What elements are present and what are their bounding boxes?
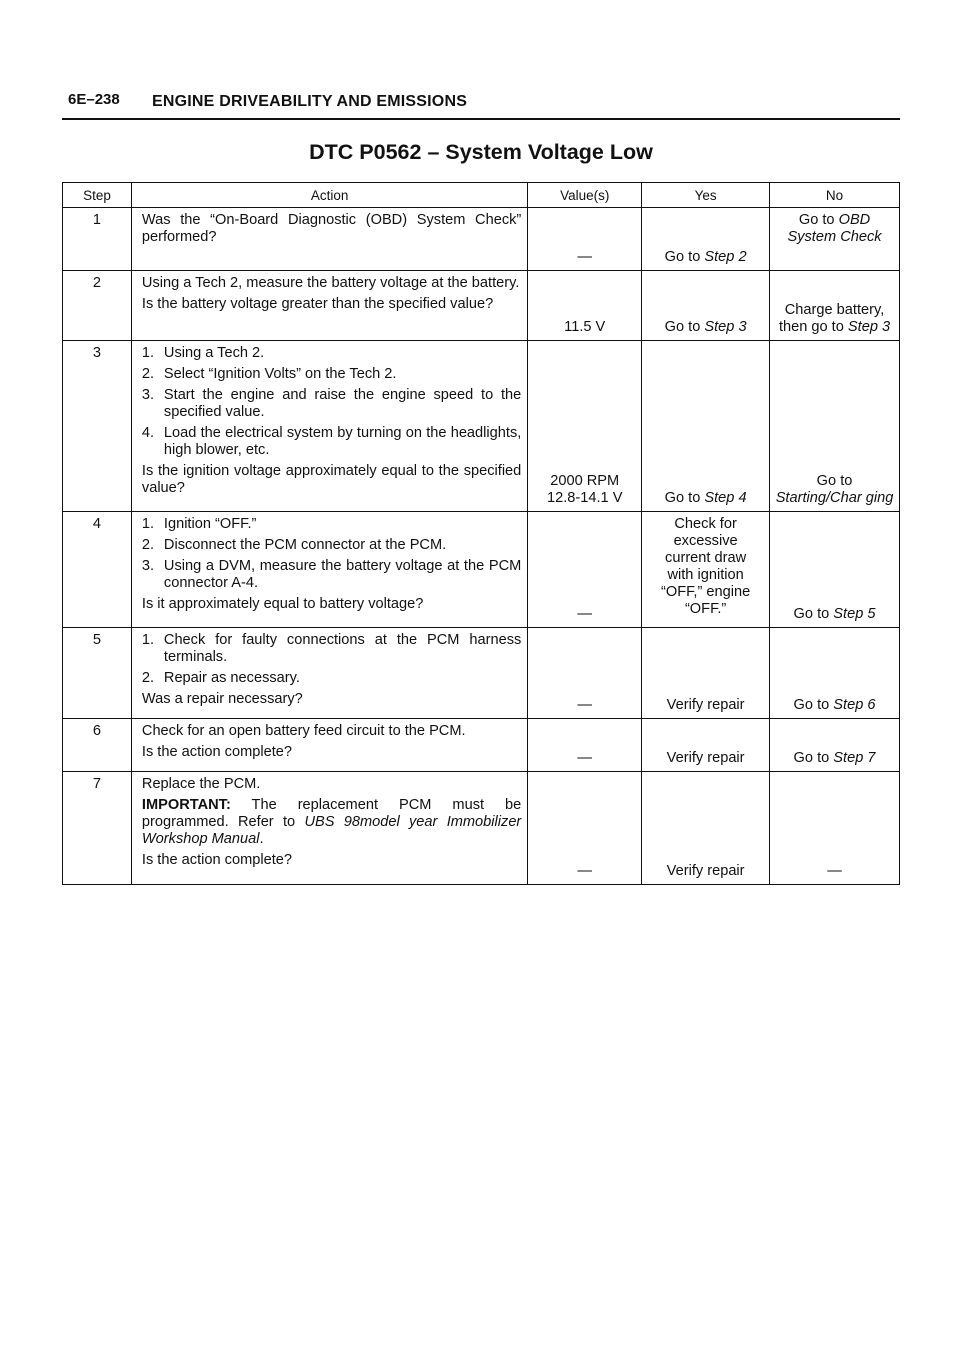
action-cell [131,271,527,341]
step-reference: Step 4 [704,490,747,506]
action-question: Was a repair necessary? [141,691,303,707]
table-row [63,208,900,271]
procedure-reference: OBD System Check [787,212,882,245]
table-row [63,512,900,628]
action-cell [131,719,527,772]
no-cell: — [770,772,900,885]
step-reference: Step 3 [704,319,747,335]
action-question: Is the action complete? [141,744,292,760]
section-title: ENGINE DRIVEABILITY AND EMISSIONS [152,93,468,110]
manual-reference: UBS 98model year Immobilizer Workshop Manual [141,814,522,847]
yes-cell: Go to Step 2 [642,208,770,271]
action-item: 3. Start the engine and raise the engine speed to the specified value. [141,387,522,420]
action-cell [131,772,527,885]
column-header-values: Value(s) [528,183,642,208]
step-number: 3 [63,341,132,512]
action-text: Replace the PCM. [141,776,261,792]
important-label: IMPORTANT: [141,797,231,813]
action-text: Check for an open battery feed circuit to the PCM. [141,723,466,739]
page-number: 6E–238 [68,91,120,108]
yes-cell: Check for excessive current draw with ignition “OFF,” engine “OFF.” [642,512,770,628]
table-row [63,341,900,512]
value-cell: 11.5 V [528,271,642,341]
step-number: 5 [63,628,132,719]
action-item: 4. Load the electrical system by turning on the headlights, high blower, etc. [141,425,522,458]
step-number: 4 [63,512,132,628]
step-reference: Step 2 [704,249,747,265]
step-reference: Step 7 [833,750,876,766]
no-cell: Charge battery, then go to Step 3 [770,271,900,341]
step-reference: Step 5 [833,606,876,622]
page-header [62,88,900,120]
column-header-step: Step [63,183,132,208]
step-reference: Step 6 [833,697,876,713]
action-item: 1. Check for faulty connections at the PCM harness terminals. [141,632,522,665]
action-item: 1. Ignition “OFF.” [141,516,257,532]
yes-cell: Verify repair [642,719,770,772]
action-cell [131,341,527,512]
value-cell: 2000 RPM 12.8-14.1 V [528,341,642,512]
step-reference: Step 3 [847,319,891,335]
step-number: 2 [63,271,132,341]
action-text: Using a Tech 2, measure the battery voltage at the battery. [141,275,520,291]
action-item: 1. Using a Tech 2. [141,345,265,361]
action-question: Is the battery voltage greater than the specified value? [141,296,494,312]
action-text: Was the “On-Board Diagnostic (OBD) System Check” performed? [141,212,522,245]
value-cell: — [528,772,642,885]
table-row [63,719,900,772]
no-cell: Go to OBD System Check [770,208,900,271]
action-cell [131,208,527,271]
yes-cell: Verify repair [642,628,770,719]
no-cell: Go to Step 6 [770,628,900,719]
table-row [63,772,900,885]
action-cell [131,628,527,719]
value-cell: — [528,628,642,719]
value-cell: — [528,512,642,628]
action-question: Is the action complete? [141,852,292,868]
no-cell: Go to Starting/Char ging [770,341,900,512]
column-header-action: Action [131,183,527,208]
table-header-row [63,183,900,208]
diagnostic-table [62,182,900,885]
procedure-reference: Starting/Char ging [775,490,894,506]
table-row [63,271,900,341]
column-header-yes: Yes [642,183,770,208]
no-cell: Go to Step 5 [770,512,900,628]
action-item: 2. Disconnect the PCM connector at the PCM. [141,537,447,553]
action-cell [131,512,527,628]
action-item: 2. Select “Ignition Volts” on the Tech 2. [141,366,397,382]
table-row [63,628,900,719]
value-cell: — [528,719,642,772]
yes-cell: Go to Step 3 [642,271,770,341]
document-title: DTC P0562 – System Voltage Low [309,140,653,164]
no-cell: Go to Step 7 [770,719,900,772]
column-header-no: No [770,183,900,208]
action-question: Is it approximately equal to battery voltage? [141,596,424,612]
yes-cell: Verify repair [642,772,770,885]
action-item: 2. Repair as necessary. [141,670,300,686]
action-question: Is the ignition voltage approximately equal to the specified value? [141,463,522,496]
step-number: 6 [63,719,132,772]
important-note: IMPORTANT: The replacement PCM must be programmed. Refer to UBS 98model year Immobilizer Workshop Manual. [141,797,522,847]
yes-cell: Go to Step 4 [642,341,770,512]
step-number: 7 [63,772,132,885]
step-number: 1 [63,208,132,271]
value-cell: — [528,208,642,271]
action-item: 3. Using a DVM, measure the battery voltage at the PCM connector A-4. [141,558,522,591]
